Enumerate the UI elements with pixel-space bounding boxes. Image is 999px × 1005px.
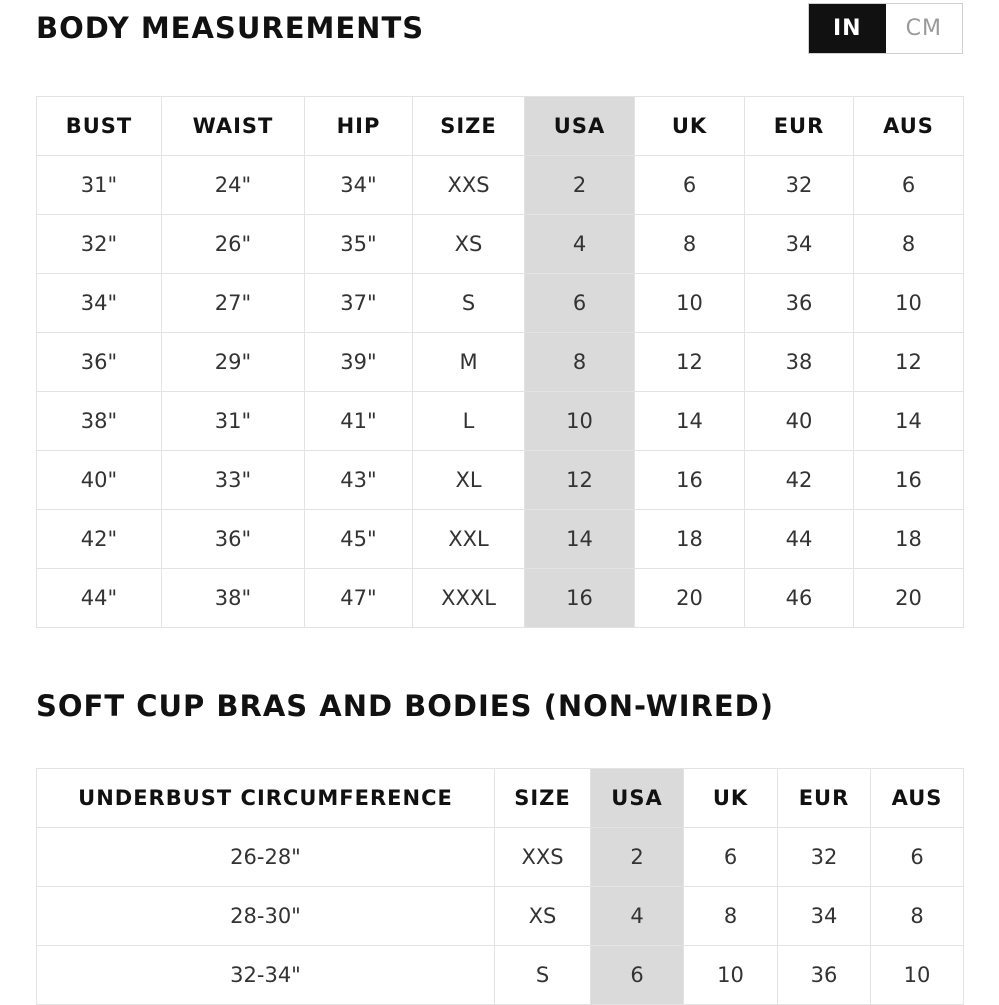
cell-bust: 44" xyxy=(37,569,162,628)
cell-eur: 40 xyxy=(745,392,854,451)
body-measurements-title: BODY MEASUREMENTS xyxy=(36,11,425,45)
column-header-usa: USA xyxy=(525,97,635,156)
cell-bust: 32" xyxy=(37,215,162,274)
cell-uk: 6 xyxy=(684,828,778,887)
cell-usa: 4 xyxy=(591,887,684,946)
table-row xyxy=(37,569,964,628)
cell-uk: 20 xyxy=(635,569,745,628)
table-header-row xyxy=(37,769,964,828)
cell-bust: 34" xyxy=(37,274,162,333)
cell-eur: 46 xyxy=(745,569,854,628)
cell-usa: 6 xyxy=(525,274,635,333)
cell-size: XXL xyxy=(413,510,525,569)
cell-aus: 8 xyxy=(854,215,964,274)
cell-hip: 45" xyxy=(305,510,413,569)
unit-toggle xyxy=(808,3,963,54)
cell-usa: 2 xyxy=(525,156,635,215)
column-header-eur: EUR xyxy=(778,769,871,828)
column-header-uk: UK xyxy=(635,97,745,156)
cell-usa: 10 xyxy=(525,392,635,451)
cell-usa: 14 xyxy=(525,510,635,569)
table-row xyxy=(37,333,964,392)
cell-eur: 34 xyxy=(778,887,871,946)
cell-eur: 38 xyxy=(745,333,854,392)
cell-waist: 36" xyxy=(162,510,305,569)
table-row xyxy=(37,946,964,1005)
cell-underbust-circumference: 32-34" xyxy=(37,946,495,1005)
cell-bust: 38" xyxy=(37,392,162,451)
cell-waist: 29" xyxy=(162,333,305,392)
cell-underbust-circumference: 28-30" xyxy=(37,887,495,946)
column-header-size: SIZE xyxy=(413,97,525,156)
cell-hip: 37" xyxy=(305,274,413,333)
table-row xyxy=(37,828,964,887)
cell-hip: 39" xyxy=(305,333,413,392)
column-header-eur: EUR xyxy=(745,97,854,156)
cell-uk: 10 xyxy=(635,274,745,333)
cell-usa: 12 xyxy=(525,451,635,510)
cell-uk: 6 xyxy=(635,156,745,215)
cell-bust: 42" xyxy=(37,510,162,569)
unit-in-button[interactable]: IN xyxy=(809,4,886,53)
cell-eur: 32 xyxy=(778,828,871,887)
cell-aus: 16 xyxy=(854,451,964,510)
soft-cup-title: SOFT CUP BRAS AND BODIES (NON-WIRED) xyxy=(36,689,774,723)
unit-cm-button[interactable]: CM xyxy=(886,4,963,53)
cell-size: S xyxy=(413,274,525,333)
cell-waist: 27" xyxy=(162,274,305,333)
cell-uk: 18 xyxy=(635,510,745,569)
cell-usa: 6 xyxy=(591,946,684,1005)
cell-uk: 16 xyxy=(635,451,745,510)
column-header-usa: USA xyxy=(591,769,684,828)
table-row xyxy=(37,156,964,215)
cell-size: XXS xyxy=(413,156,525,215)
cell-hip: 43" xyxy=(305,451,413,510)
column-header-uk: UK xyxy=(684,769,778,828)
cell-bust: 40" xyxy=(37,451,162,510)
cell-size: XL xyxy=(413,451,525,510)
column-header-aus: AUS xyxy=(871,769,964,828)
cell-size: XXS xyxy=(495,828,591,887)
cell-bust: 31" xyxy=(37,156,162,215)
cell-hip: 34" xyxy=(305,156,413,215)
body-measurements-table xyxy=(36,96,964,628)
table-row xyxy=(37,215,964,274)
table-row xyxy=(37,510,964,569)
cell-eur: 34 xyxy=(745,215,854,274)
cell-aus: 12 xyxy=(854,333,964,392)
cell-size: XS xyxy=(495,887,591,946)
cell-aus: 6 xyxy=(871,828,964,887)
cell-size: S xyxy=(495,946,591,1005)
cell-size: M xyxy=(413,333,525,392)
soft-cup-table xyxy=(36,768,964,1005)
cell-aus: 20 xyxy=(854,569,964,628)
cell-uk: 14 xyxy=(635,392,745,451)
cell-hip: 35" xyxy=(305,215,413,274)
cell-usa: 4 xyxy=(525,215,635,274)
cell-usa: 2 xyxy=(591,828,684,887)
cell-eur: 36 xyxy=(745,274,854,333)
cell-underbust-circumference: 26-28" xyxy=(37,828,495,887)
cell-uk: 10 xyxy=(684,946,778,1005)
cell-eur: 44 xyxy=(745,510,854,569)
cell-hip: 47" xyxy=(305,569,413,628)
column-header-aus: AUS xyxy=(854,97,964,156)
cell-size: L xyxy=(413,392,525,451)
cell-aus: 14 xyxy=(854,392,964,451)
cell-aus: 10 xyxy=(854,274,964,333)
column-header-size: SIZE xyxy=(495,769,591,828)
cell-waist: 24" xyxy=(162,156,305,215)
cell-aus: 18 xyxy=(854,510,964,569)
cell-usa: 16 xyxy=(525,569,635,628)
cell-aus: 6 xyxy=(854,156,964,215)
column-header-underbust-circumference: UNDERBUST CIRCUMFERENCE xyxy=(37,769,495,828)
table-row xyxy=(37,451,964,510)
cell-waist: 38" xyxy=(162,569,305,628)
cell-usa: 8 xyxy=(525,333,635,392)
column-header-waist: WAIST xyxy=(162,97,305,156)
column-header-hip: HIP xyxy=(305,97,413,156)
table-row xyxy=(37,274,964,333)
cell-eur: 42 xyxy=(745,451,854,510)
cell-waist: 33" xyxy=(162,451,305,510)
cell-bust: 36" xyxy=(37,333,162,392)
cell-aus: 8 xyxy=(871,887,964,946)
cell-eur: 36 xyxy=(778,946,871,1005)
cell-aus: 10 xyxy=(871,946,964,1005)
cell-uk: 12 xyxy=(635,333,745,392)
cell-size: XXXL xyxy=(413,569,525,628)
cell-uk: 8 xyxy=(684,887,778,946)
cell-waist: 26" xyxy=(162,215,305,274)
cell-hip: 41" xyxy=(305,392,413,451)
table-header-row xyxy=(37,97,964,156)
column-header-bust: BUST xyxy=(37,97,162,156)
cell-waist: 31" xyxy=(162,392,305,451)
table-row xyxy=(37,887,964,946)
cell-size: XS xyxy=(413,215,525,274)
cell-eur: 32 xyxy=(745,156,854,215)
cell-uk: 8 xyxy=(635,215,745,274)
table-row xyxy=(37,392,964,451)
